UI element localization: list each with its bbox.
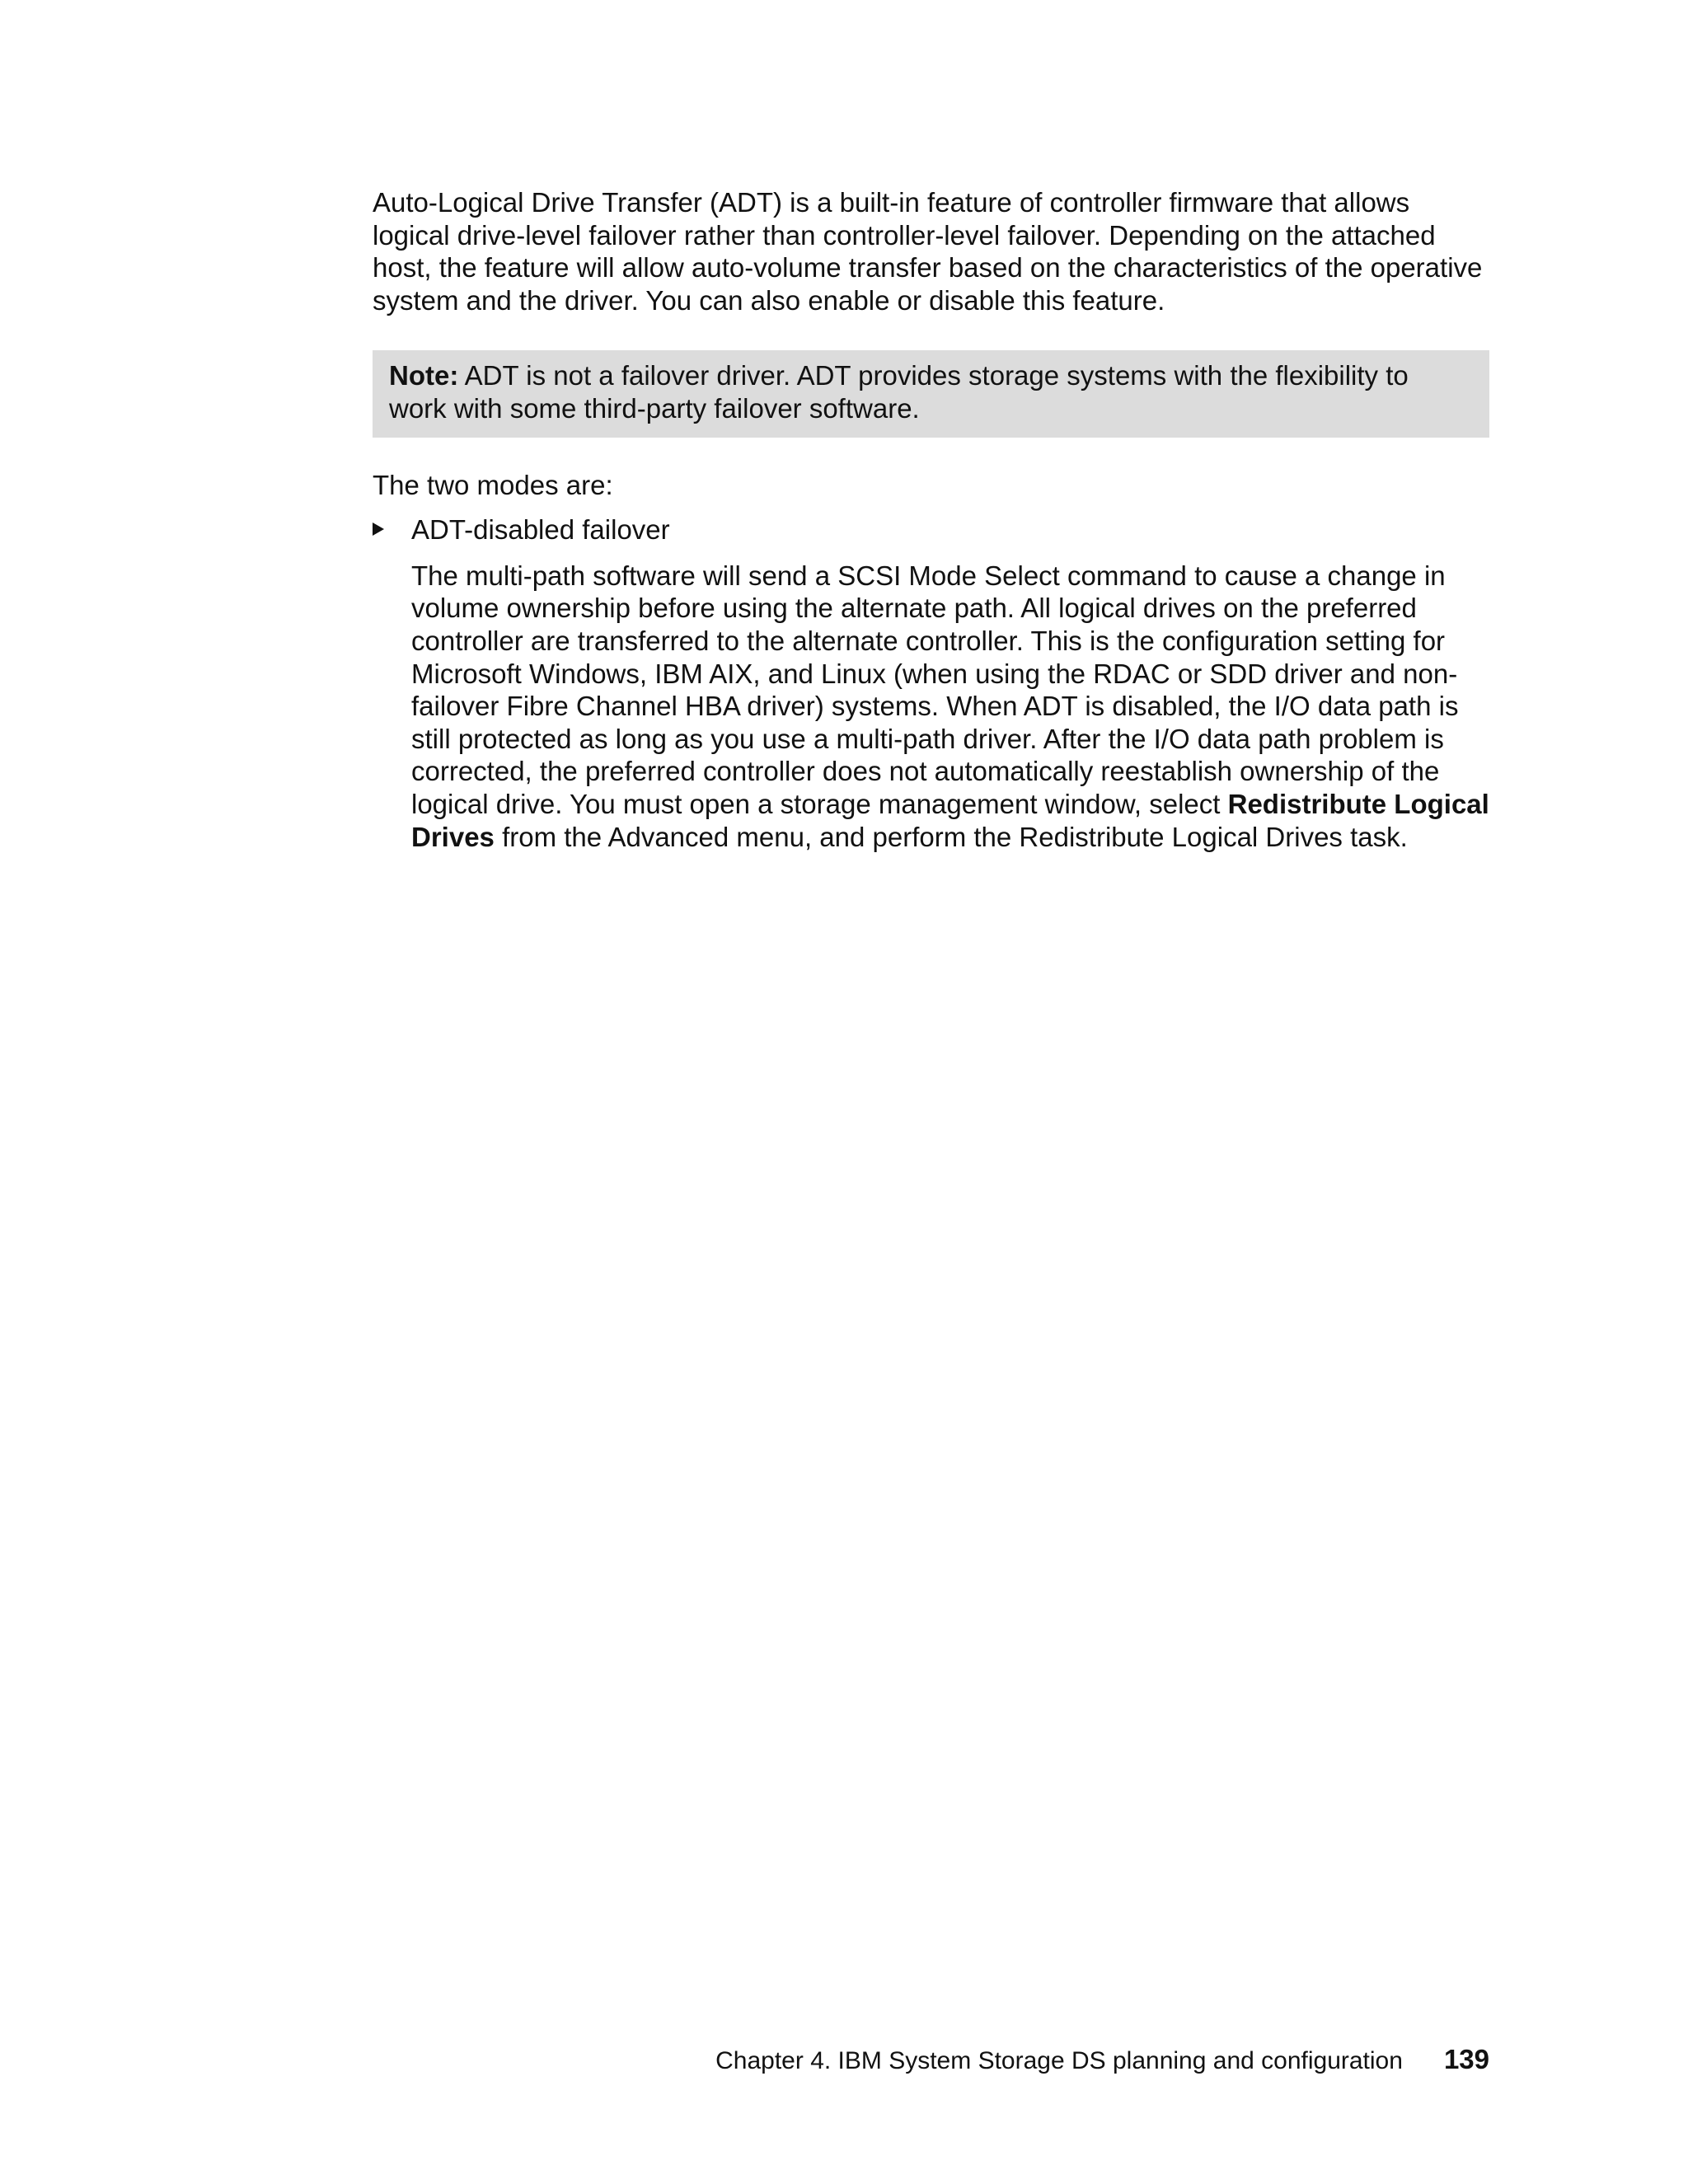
list-item-body-text-end: from the Advanced menu, and perform the Redistribute Logical Drives task. <box>494 821 1408 852</box>
page-number: 139 <box>1443 2044 1489 2074</box>
note-box <box>373 350 1489 437</box>
menu-command-name: Redistribute Logical Drives <box>411 788 1489 852</box>
list-item-body-text: The multi-path software will send a SCSI Mode Select command to cause a change in volume ownership before using the alternate path. All logical drives on the preferred controller are transferred to the alternate controller. This is the configuration setting for Microsoft Windows, IBM AIX, and Linux (when using the RDAC or SDD driver and non-failover Fibre Channel HBA driver) systems. When ADT is disabled, the I/O data path is still protected as long as you use a multi-path driver. After the I/O data path problem is corrected, the preferred controller does not automatically reestablish ownership of the logical drive. You must open a storage management window, select <box>411 560 1459 819</box>
list-item-body <box>411 560 1489 853</box>
page-footer <box>715 2044 1489 2075</box>
footer-chapter-title: Chapter 4. IBM System Storage DS planning and configuration <box>715 2047 1403 2074</box>
list-item <box>373 513 1489 853</box>
intro-paragraph: Auto-Logical Drive Transfer (ADT) is a built-in feature of controller firmware that allows logical drive-level failover rather than controller-level failover. Depending on the attached host, the feature will allow auto-volume transfer based on the characteristics of the operative system and the driver. You can also enable or disable this feature. <box>373 187 1483 316</box>
triangle-bullet-icon <box>373 523 384 536</box>
note-text: ADT is not a failover driver. ADT provides storage systems with the flexibility to work with some third-party failover software. <box>389 360 1409 424</box>
note-label: Note: <box>389 360 459 391</box>
page-body <box>373 186 1489 853</box>
note-paragraph <box>389 359 1473 424</box>
list-item-title: ADT-disabled failover <box>411 514 670 546</box>
modes-intro: The two modes are: <box>373 469 613 500</box>
